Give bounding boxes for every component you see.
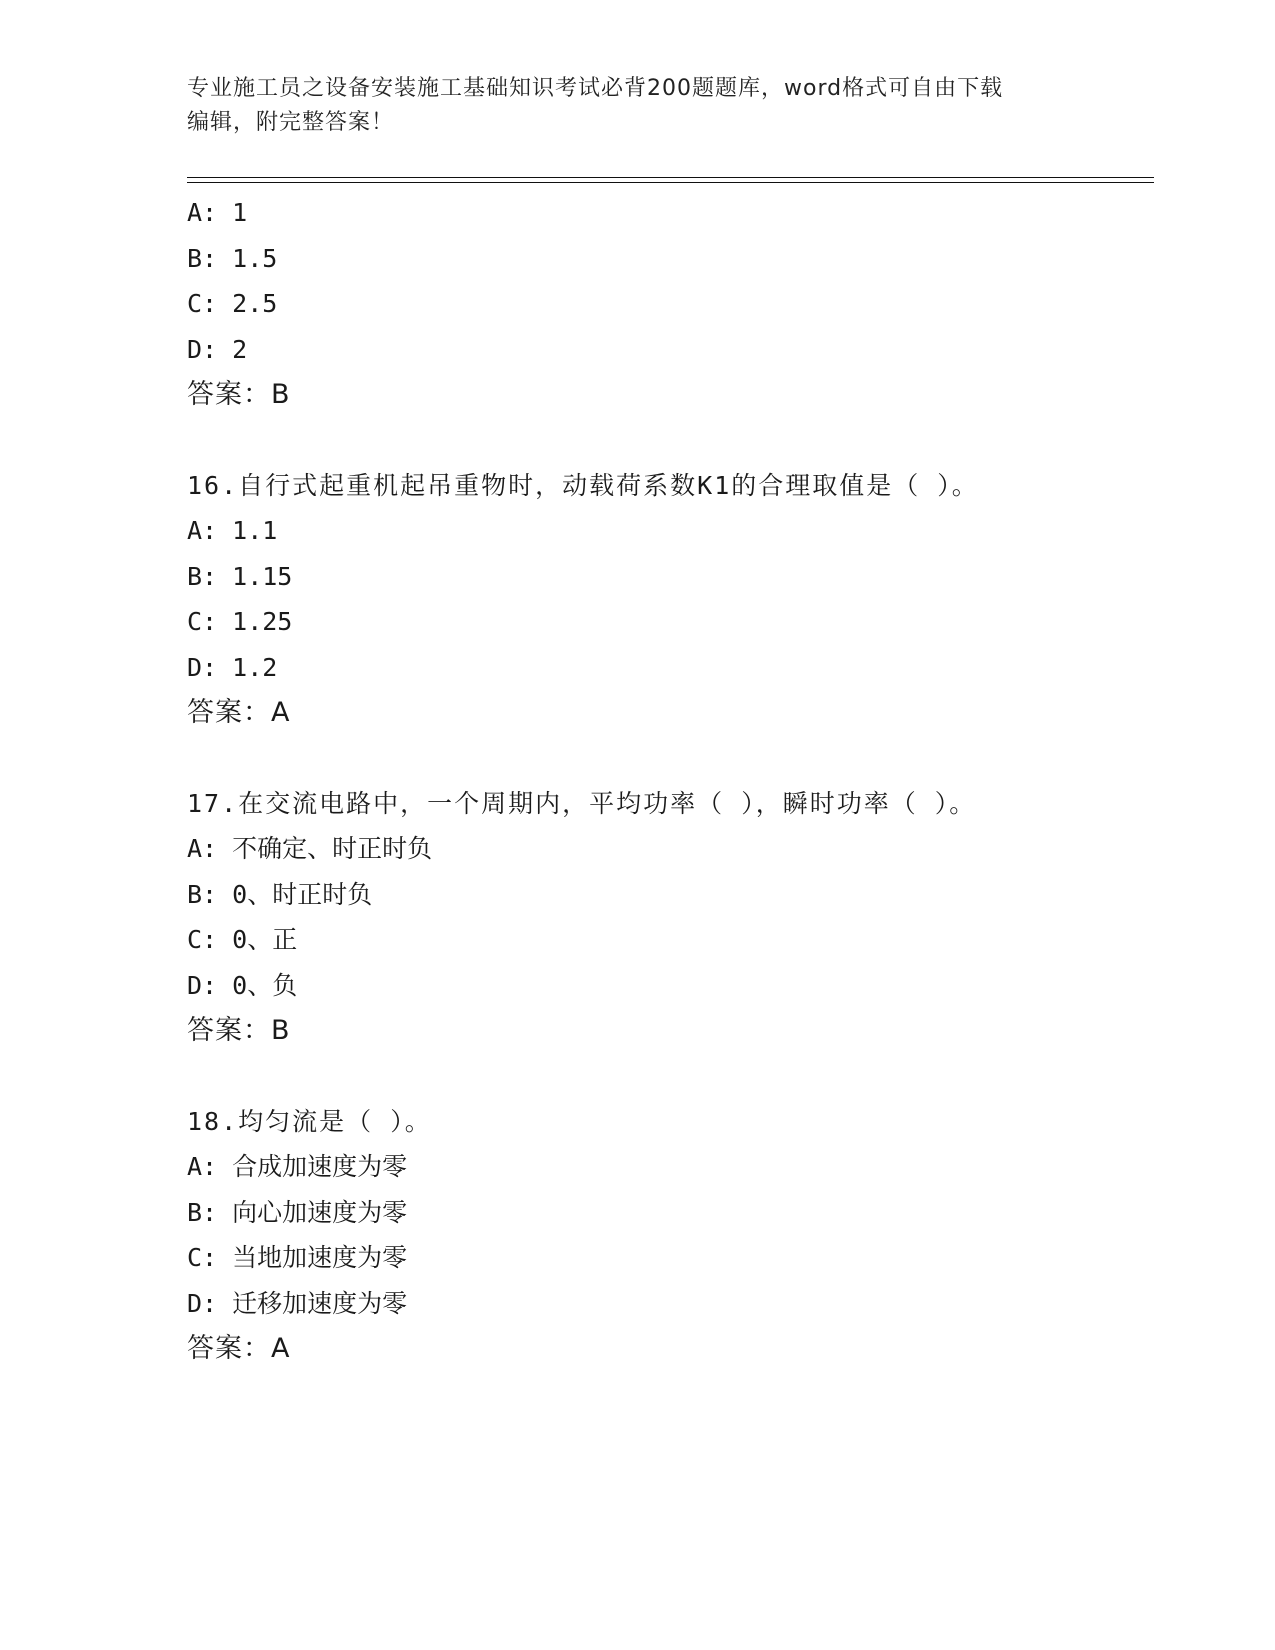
question-block-17 xyxy=(187,781,1147,1054)
question-text: 17.在交流电路中，一个周期内，平均功率（ ），瞬时功率（ ）。 xyxy=(187,788,977,818)
option-d: D: 迁移加速度为零 xyxy=(187,1288,408,1318)
question-list xyxy=(187,190,1147,1372)
question-block-15 xyxy=(187,190,1147,418)
option-c: C: 当地加速度为零 xyxy=(187,1243,408,1272)
header-title-line-2: 编辑，附完整答案！ xyxy=(187,110,395,135)
answer-line: 答案：B xyxy=(187,379,291,410)
question-block-18 xyxy=(187,1099,1147,1372)
spacer xyxy=(187,418,1147,463)
question-text: 18.均匀流是（ ）。 xyxy=(187,1106,432,1136)
option-a: A: 1 xyxy=(187,198,248,227)
option-b: B: 1.15 xyxy=(187,561,293,591)
spacer xyxy=(187,1054,1147,1099)
header-rule-bottom xyxy=(187,182,1154,183)
question-block-16 xyxy=(187,463,1147,736)
option-d: D: 0、负 xyxy=(187,970,298,1000)
option-a: A: 1.1 xyxy=(187,516,278,545)
header-rule-top xyxy=(187,177,1154,178)
answer-line: 答案：B xyxy=(187,1015,291,1046)
option-d: D: 2 xyxy=(187,334,248,364)
option-a: A: 不确定、时正时负 xyxy=(187,834,433,863)
answer-line: 答案：A xyxy=(187,697,291,728)
option-a: A: 合成加速度为零 xyxy=(187,1152,408,1181)
spacer xyxy=(187,736,1147,781)
option-d: D: 1.2 xyxy=(187,652,278,682)
option-b: B: 向心加速度为零 xyxy=(187,1197,408,1227)
option-c: C: 2.5 xyxy=(187,289,278,318)
option-c: C: 0、正 xyxy=(187,925,298,954)
answer-line: 答案：A xyxy=(187,1333,291,1364)
option-b: B: 1.5 xyxy=(187,243,278,273)
document-header xyxy=(187,72,1087,140)
question-text: 16.自行式起重机起吊重物时，动载荷系数K1的合理取值是（ ）。 xyxy=(187,470,979,500)
option-c: C: 1.25 xyxy=(187,607,293,636)
option-b: B: 0、时正时负 xyxy=(187,879,373,909)
header-title-line-1: 专业施工员之设备安装施工基础知识考试必背200题题库，word格式可自由下载 xyxy=(187,76,1004,101)
